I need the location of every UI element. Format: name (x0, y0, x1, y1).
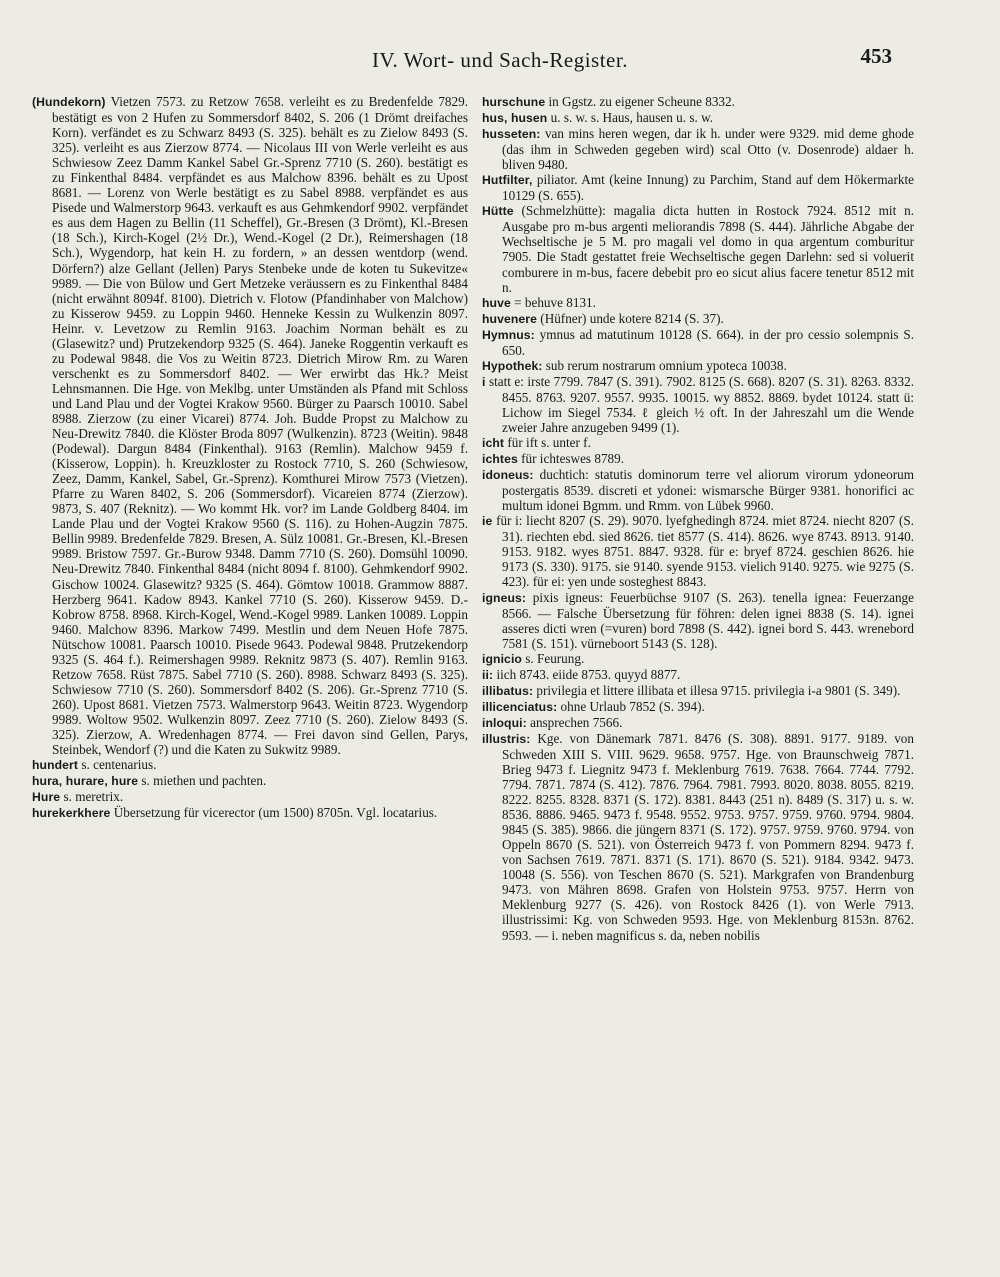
headword: i (482, 374, 486, 389)
headword: icht (482, 436, 505, 451)
index-entry (482, 451, 914, 467)
headword: hundert (32, 758, 79, 773)
entry-text: (Schmelzhütte): magalia dicta hutten in Rostock 7924. 8512 mit n. Ausgabe pro m-bus argenti meliorandis 7898 (S. 444). Jährliche Abgabe der Wechseltische je 5 M. pro magali vel domo in qua argentum comburitur 7905. Die Stadt gestattet freie Wechseltische gegen Darlehn: sed si voluerit comburere in m-bus, facere debebit pro eo sicut alius facere tenetur 8512 mit n. (502, 203, 914, 295)
index-entry (482, 327, 914, 358)
entry-text: Übersetzung für vicerector (um 1500) 8705n. Vgl. locatarius. (110, 805, 438, 821)
entry-text: für ichteswes 8789. (517, 451, 625, 467)
entry-text: privilegia et littere illibata et illesa 9715. privilegia i-a 9801 (S. 349). (533, 682, 901, 698)
headword: Hure (32, 790, 61, 805)
headword: hus, husen (482, 111, 548, 126)
index-entry (482, 683, 914, 699)
index-entry (482, 667, 914, 683)
entry-text: für ift s. unter f. (504, 435, 591, 451)
page-title: IV. Wort- und Sach-Register. (372, 48, 628, 72)
entry-text: Vietzen 7573. zu Retzow 7658. verleiht es zu Bredenfelde 7829. bestätigt es von 2 Hufen zu Sommersdorf 8402, S. 206 (1 Drömt dreifaches Korn). verfändet es zu Schwarz 8493 (S. 325). behält es zu Zielow 8493 (S. 325). verleiht es aus Zierzow 8774. — Nicolaus III von Werle verleiht es aus Schwiesow Zeez Damm Kankel Sabel Gr.-Sprenz 7710 (S. 260). bestätigt es zu Finkenthal 8484. verpfändet es aus Malchow 8396. behält es zu Upost 8681. — Lorenz von Werle bestätigt es zu Sabel 8988. verpfändet es aus Pisede und Walmerstorp 9643. verkauft es aus Gehmkendorf 9902. verpfändet es aus dem Hagen zu Bellin (11 Scheffel), Gr.-Bresen (3 Drömt), Kl.-Bresen (18 Sch.), Kirch-Kogel (2½ Dr.), Wend.-Kogel (2 Dr.), Reimershagen (18 Sch.), Wygendorp, hat kein H. zu fordern, » an dessen wentdorp (wend. Dörfern?) alze Gellant (Jellen) Parys Stenbeke unde de koten tu Sukevitze« 9989. — Die von Bülow und Gert Metzeke veräussern es zu Finkenthal 8484 (nicht erwähnt 8094f. 8100). Dietrich v. Flotow (Pfandinhaber von Malchow) zu Kisserow 9459. zu Loppin 9460. Henneke Kessin zu Wulkenzin 8097. Heinr. v. Levetzow zu Remlin 9163. Joachim Norman behält es zu (Glasewitz? und) Prutzekendorp 9325 (S. 464). Janeke Roggentin verkauft es zu Podewal 9848. die Vos zu Weitin 8723. Dietrich Mirow Rm. zu Waren verschenkt es zu Sommersdorf 8402. — Wer erwirbt das Hk.? Meist Lehnsmannen. Die Hge. von Meklbg. unter Umständen als Pfand mit Schloss und Land Plau und der Vogtei Krakow 9560. Bürger zu Paarsch 10010. Sabel 8988. Zierzow (zu einer Vicarei) 8774. Joh. Budde Propst zu Malchow zu Neu-Drewitz 7840. die Klöster Broda 8097 (Wulkenzin). 8723 (Weitin). 9848 (Podewal). Dargun 8484 (Finkenthal). 9163 (Remlin). Malchow 9459 f. (Kisserow, Loppin). h. Kreuzkloster zu Rostock 7710, S. 260 (Schwiesow, Zeez, Damm, Kankel, Sabel, Gr.-Sprenz). Komthurei Mirow 7573 (Vietzen). Pfarre zu Waren 8402, S. 206 (Sommersdorf). Vicareien 8774 (Zierzow). 9873, S. 407 (Reknitz). — Wo kommt Hk. vor? im Lande Goldberg 8404. im Lande Plau und der Vogtei Krakow 9560 (S. 116). zu Hohen-Augzin 7875. Bellin 9989. Bredenfelde 7829. Bresen, A. Sülz 10081. Gr.-Bresen, Kl.-Bresen 9989. Bristow 7597. Gr.-Burow 9348. Damm 7710 (S. 260). Domsühl 10090. Neu-Drewitz 7840. Finkenthal 8484 (nicht 8094 f. 8100). Gehmkendorf 9902. Gischow 10024. Glasewitz? 9325 (S. 464). Gömtow 10018. Grammow 8887. Herzberg 9641. Kadow 8943. Kankel 7710 (S. 260). Kisserow 9459. D.-Kobrow 8758. 8968. Kirch-Kogel, Wend.-Kogel 9989. Lanken 10089. Loppin 9460. Malchow 8396. Markow 7499. Mestlin und dem Neuen Hofe 7875. Nütschow 10081. Paarsch 10010. Pisede 9643. Podewal 9848. Prutzekendorp 9325 (S. 464 f.). Reimershagen 9989. Reknitz 9873 (S. 407). Remlin 9163. Retzow 7658. Rüst 7875. Sabel 7710 (S. 260). 8988. Schwarz 8493 (S. 325). Schwiesow 7710 (S. 260). Sommersdorf 8402 (S. 206). Gr.-Sprenz 7710 (S. 260). Upost 8681. Vietzen 7573. Walmerstorp 9643. Weitin 8723. Wygendorp 9989. Woltow 9502. Wulkenzin 8097. Zeez 7710 (S. 260). Zielow 8493 (S. 325). Zierzow, A. Wredenhagen 8774. — Frei davon sind Gellen, Parys, Steinbek, Wendorf (?) und die Katen zu Sukwitz 9989. (52, 94, 468, 758)
index-entry (482, 513, 914, 589)
entry-text: ohne Urlaub 7852 (S. 394). (557, 698, 705, 714)
headword: illustris: (482, 731, 531, 746)
entry-text: statt e: irste 7799. 7847 (S. 391). 7902. 8125 (S. 668). 8207 (S. 31). 8263. 8332. 8455. 8763. 9207. 9557. 9935. 10015. wy 8852. 8869. bydet 10124. statt ü: Lichow im Siegel 7534. ℓ gleich ½ oft. In der Jahreszahl um die Wende zweier Jahre anzugeben 9499 (1). (485, 373, 914, 435)
index-entry (482, 467, 914, 513)
index-entry (482, 358, 914, 374)
index-entry (482, 590, 914, 651)
page-header (0, 40, 1000, 76)
index-entry (32, 94, 468, 757)
headword: Hymnus: (482, 327, 535, 342)
headword: idoneus: (482, 468, 534, 483)
headword: ie (482, 514, 493, 529)
entry-text: u. s. w. s. Haus, hausen u. s. w. (547, 110, 714, 126)
index-entry (482, 435, 914, 451)
entry-text: van mins heren wegen, dar ik h. under were 9329. mid deme ghode (das ihm in Schweden gegeben wird) scal Otto (v. Dosenrode) aldaer h. bliven 9480. (502, 126, 914, 173)
headword: illicenciatus: (482, 699, 558, 714)
right-column (482, 94, 914, 943)
entry-text: iich 8743. eiide 8753. quyyd 8877. (493, 666, 681, 682)
headword: ii: (482, 667, 494, 682)
headword: husseten: (482, 127, 541, 142)
headword: ignicio (482, 651, 522, 666)
entry-text: = behuve 8131. (510, 294, 596, 310)
headword: huvenere (482, 311, 537, 326)
index-entry (482, 203, 914, 294)
headword: illibatus: (482, 683, 534, 698)
index-entry (482, 715, 914, 731)
index-entry (482, 126, 914, 172)
entry-text: für i: liecht 8207 (S. 29). 9070. lyefghedingh 8724. miet 8724. niecht 8207 (S. 31). riechten ebd. sied 8626. tiet 8577 (S. 414). 8626. wye 8743. 8913. 9140. 9153. 9182. wyes 8751. 8847. 9328. für e: bryef 8724. geschien 8626. hie 9173 (S. 330). 9175. sie 9140. syende 9153. vielich 9140. 9275. wie 9275 (S. 423). für ei: yen unde sosteghest 8843. (492, 513, 914, 590)
index-entry (482, 295, 914, 311)
entry-text: pixis igneus: Feuerbüchse 9107 (S. 263). tenella ignea: Feuerzange 8566. — Falsche Übersetzung für föhren: delen ignei 8838 (S. 14). ignei asseres dicti wren (=vuren) bord 7898 (S. 442). ignei bord S. 443. wrenebord 7581 (S. 151). vürneboort 5143 (S. 128). (502, 589, 914, 651)
entry-text: ansprechen 7566. (526, 714, 623, 730)
headword: hura, hurare, hure (32, 774, 139, 789)
index-entry (482, 699, 914, 715)
entry-text: s. meretrix. (60, 789, 124, 805)
entry-text: in Ggstz. zu eigener Scheune 8332. (545, 94, 735, 109)
headword: igneus: (482, 590, 527, 605)
headword: Hütte (482, 204, 514, 219)
index-entry (32, 789, 468, 805)
index-entry (482, 374, 914, 435)
index-entry (32, 773, 468, 789)
entry-text: s. Feurung. (521, 650, 585, 666)
entry-text: s. miethen und pachten. (138, 773, 267, 789)
headword: (Hundekorn) (32, 95, 106, 109)
index-entry (482, 651, 914, 667)
index-entry (482, 311, 914, 327)
index-entry (32, 805, 468, 821)
entry-text: piliator. Amt (keine Innung) zu Parchim, Stand auf dem Hökermarkte 10129 (S. 655). (502, 172, 914, 204)
headword: hurschune (482, 95, 546, 109)
headword: huve (482, 295, 511, 310)
headword: hurekerkhere (32, 806, 111, 821)
headword: inloqui: (482, 715, 527, 730)
headword: Hypothek: (482, 358, 543, 373)
page-number: 453 (860, 44, 892, 68)
entry-text: Kge. von Dänemark 7871. 8476 (S. 308). 8891. 9177. 9189. von Schweden XIII S. VIII. 9629. 9658. 9757. Hge. von Braunschweig 7871. Brieg 9473 f. Liegnitz 9473 f. Meklenburg 7619. 7638. 7664. 7744. 7792. 7794. 7871. 7874 (S. 412). 7876. 7964. 7981. 7993. 8020. 8038. 8055. 8219. 8222. 8255. 8328. 8371 (S. 172). 8381. 8443 (251 n). 8489 (S. 317) u. s. w. 8536. 8886. 9465. 9473 f. 9548. 9552. 9753. 9757. 9759. 9760. 9794. 9804. 9845 (S. 385). 9866. die jüngern 8371 (S. 172). 9757. 9759. 9760. 9794. von Oppeln 8670 (S. 521). von Österreich 9473 f. von Pommern 8294. 9473 f. von Sachsen 7619. 7871. 8371 (S. 171). 8670 (S. 521). 9184. 9342. 9473. 10048 (S. 556). von Teschen 8670 (S. 521). Markgrafen von Brandenburg 9473. von Mähren 8698. Grafen von Holstein 9753. 9757. Herrn von Meklenburg 9277 (S. 426). von Rostock 8426 (1). von Werle 7913. illustrissimi: Kg. von Schweden 9593. Hge. von Meklenburg 8153n. 8762. 9593. — i. neben magnificus s. da, neben nobilis (502, 730, 914, 943)
entry-text: s. centenarius. (78, 757, 157, 773)
entry-text: sub rerum nostrarum omnium ypoteca 10038. (542, 357, 787, 373)
entry-text: (Hüfner) unde kotere 8214 (S. 37). (537, 310, 724, 326)
index-entry (482, 110, 914, 126)
index-entry (32, 757, 468, 773)
entry-text: duchtich: statutis dominorum terre vel aliorum virorum ydoneorum postergatis 8539. discreti et ydonei: wismarsche Bürger 9381. honorifici ac multum idonei Bgmm. und Rmm. von Lübek 9960. (502, 467, 914, 514)
index-entry (482, 94, 914, 110)
headword: Hutfilter, (482, 173, 533, 188)
index-entry (482, 172, 914, 203)
headword: ichtes (482, 452, 518, 467)
left-column (32, 94, 468, 821)
entry-text: ymnus ad matutinum 10128 (S. 664). in der pro cessio solempnis S. 650. (502, 326, 914, 358)
index-entry (482, 731, 914, 943)
